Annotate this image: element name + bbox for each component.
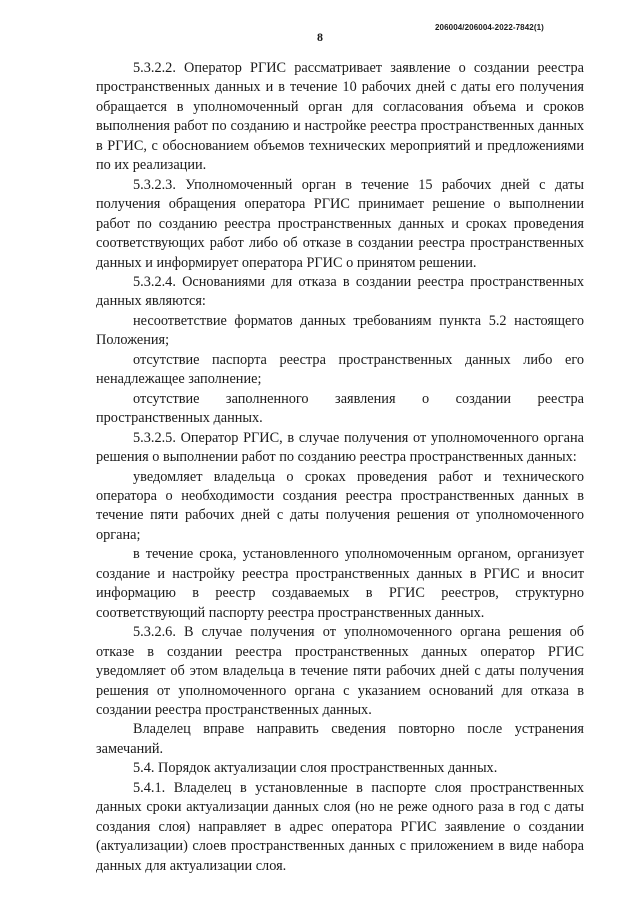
paragraph: 5.3.2.5. Оператор РГИС, в случае получения от уполномоченного органа решения о выполнении работ по созданию реестра пространственных данных: xyxy=(96,429,584,466)
page-number: 8 xyxy=(317,30,323,44)
paragraph: 5.3.2.6. В случае получения от уполномоченного органа решения об отказе в создании реестра пространственных данных оператор РГИС уведомляет об этом владельца в течение пяти рабочих дней с даты получения решения от уполномоченного органа с указанием оснований для отказа в создании реестра пространственных данных. xyxy=(96,624,584,718)
paragraph: 5.3.2.3. Уполномоченный орган в течение 15 рабочих дней с даты получения обращения оператора РГИС принимает решение о выполнении работ по созданию реестра пространственных данных и сроках проведения соответствующих работ либо об отказе в создании реестра пространственных данных и информирует оператора РГИС о принятом решении. xyxy=(96,176,584,271)
paragraph: 5.3.2.2. Оператор РГИС рассматривает заявление о создании реестра пространственных данных и в течение 10 рабочих дней с даты его получения обращается в уполномоченный орган для согласования объема и сроков выполнения работ по созданию и настройке реестра пространственных данных в РГИС, с обоснованием объемов технических мероприятий и предложениями по их реализации. xyxy=(96,60,584,174)
paragraph: в течение срока, установленного уполномоченным органом, организует создание и настройку реестра пространственных данных в РГИС и вносит информацию в реестр создаваемых в РГИС реестров, структурно соответствующий паспорту реестра пространственных данных. xyxy=(96,546,584,621)
paragraph: Владелец вправе направить сведения повторно после устранения замечаний. xyxy=(96,721,584,757)
paragraph: 5.3.2.4. Основаниями для отказа в создании реестра пространственных данных являются: xyxy=(96,273,584,310)
paragraph: уведомляет владельца о сроках проведения работ и технического оператора о необходимости создания реестра пространственных данных в течение пяти рабочих дней с даты получения решения от уполномоченного органа; xyxy=(96,468,584,543)
paragraph: отсутствие паспорта реестра пространственных данных либо его ненадлежащее заполнение; xyxy=(96,351,584,388)
paragraph: 5.4. Порядок актуализации слоя пространственных данных. xyxy=(133,760,498,777)
paragraph: несоответствие форматов данных требованиям пункта 5.2 настоящего Положения; xyxy=(96,312,584,349)
paragraph: 5.4.1. Владелец в установленные в паспорте слоя пространственных данных сроки актуализации данных слоя (но не реже одного раза в год с даты создания слоя) направляет в адрес оператора РГИС заявление о создании (актуализации) слоев пространственных данных с приложением в виде набора данных для актуализации слоя. xyxy=(96,779,584,874)
document-code: 206004/206004-2022-7842(1) xyxy=(435,23,544,32)
paragraph: отсутствие заполненного заявления о создании реестра пространственных данных. xyxy=(96,390,584,427)
document-body xyxy=(96,59,584,876)
